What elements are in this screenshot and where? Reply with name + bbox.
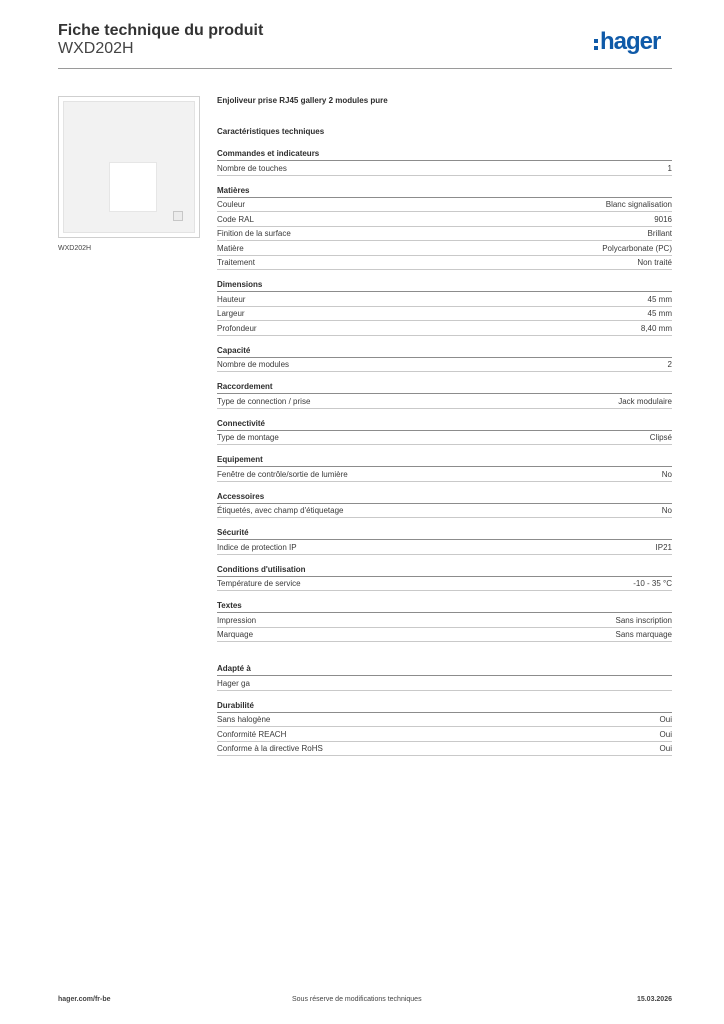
- spec-value: 8,40 mm: [640, 323, 672, 333]
- spec-value: Brillant: [647, 229, 672, 238]
- brand-logo: [594, 28, 660, 56]
- spec-row: [217, 241, 672, 256]
- spec-value: 9016: [654, 214, 672, 224]
- spec-heading: Caractéristiques techniques: [217, 127, 325, 136]
- spec-value: No: [661, 469, 672, 479]
- spec-label: Type de connection / prise: [217, 396, 311, 406]
- group-title: Durabilité: [217, 700, 672, 713]
- footer-disclaimer: Sous réserve de modifications techniques: [292, 996, 422, 1003]
- spec-row: [217, 613, 672, 628]
- spec-row: [217, 676, 672, 691]
- brand-name: hager: [600, 28, 661, 55]
- spec-group-connectivity: [217, 418, 672, 446]
- spec-row: [217, 504, 672, 519]
- spec-label: Largeur: [217, 309, 245, 318]
- spec-label: Fenêtre de contrôle/sortie de lumière: [217, 469, 348, 479]
- group-title: Connectivité: [217, 418, 672, 431]
- spec-label: Couleur: [217, 200, 246, 209]
- spec-label: Hager ga: [217, 678, 250, 688]
- spec-value: IP21: [655, 542, 672, 552]
- spec-row: [217, 628, 672, 643]
- spec-label: Nombre de modules: [217, 360, 290, 369]
- spec-value: Oui: [659, 729, 672, 739]
- group-title: Conditions d'utilisation: [217, 564, 672, 577]
- spec-value: 1: [667, 163, 672, 173]
- spec-group-capacity: [217, 345, 672, 373]
- header-divider: [58, 68, 672, 69]
- spec-group-commands: [217, 148, 672, 176]
- spec-row: [217, 161, 672, 176]
- spec-row: [217, 307, 672, 322]
- spec-group-durability: [217, 700, 672, 757]
- group-title: Adapté à: [217, 663, 672, 676]
- cover-plate-illustration: [63, 101, 195, 233]
- spec-value: Sans marquage: [615, 630, 672, 639]
- footer-date: 15.03.2026: [636, 996, 672, 1003]
- spec-label: Étiquetés, avec champ d'étiquetage: [217, 506, 344, 515]
- spec-group-equipment: [217, 454, 672, 482]
- spec-label: Code RAL: [217, 214, 254, 224]
- group-title: Capacité: [217, 345, 672, 358]
- spec-row: [217, 321, 672, 336]
- label-field-icon: [173, 211, 183, 221]
- spec-row: [217, 358, 672, 373]
- spec-row: [217, 467, 672, 482]
- spec-row: [217, 212, 672, 227]
- spec-row: [217, 540, 672, 555]
- spec-row: [217, 394, 672, 409]
- spec-label: Nombre de touches: [217, 163, 287, 173]
- product-image: [58, 96, 200, 238]
- spec-group-connection: [217, 381, 672, 409]
- spec-value: Polycarbonate (PC): [602, 243, 672, 253]
- spec-label: Marquage: [217, 630, 254, 639]
- spec-row: [217, 256, 672, 271]
- spec-group-conditions: [217, 564, 672, 592]
- group-title: Matières: [217, 185, 672, 198]
- spec-group-texts: [217, 600, 672, 642]
- spec-value: 45 mm: [647, 309, 672, 318]
- spec-value: Oui: [659, 744, 672, 753]
- spec-label: Finition de la surface: [217, 229, 291, 238]
- spec-value: No: [661, 506, 672, 515]
- spec-row: [217, 227, 672, 242]
- spec-value: Sans inscription: [615, 615, 672, 625]
- spec-value: -10 - 35 °C: [633, 579, 672, 588]
- spec-row: [217, 292, 672, 307]
- product-name: Enjoliveur prise RJ45 gallery 2 modules pure: [217, 96, 388, 105]
- spec-value: 45 mm: [647, 294, 672, 304]
- spec-row: [217, 431, 672, 446]
- spec-value: Clipsé: [649, 433, 672, 442]
- spec-row: [217, 198, 672, 213]
- spec-label: Impression: [217, 615, 257, 625]
- spec-group-adapted: [217, 663, 672, 691]
- spec-value: Jack modulaire: [618, 396, 672, 406]
- spec-label: Conformité REACH: [217, 729, 287, 739]
- spec-group-accessories: [217, 491, 672, 519]
- spec-label: Température de service: [217, 579, 301, 588]
- rj45-opening: [109, 162, 157, 212]
- spec-group-materials: [217, 185, 672, 271]
- spec-label: Indice de protection IP: [217, 542, 297, 552]
- product-code: WXD202H: [58, 40, 134, 57]
- spec-label: Hauteur: [217, 294, 246, 304]
- group-title: Commandes et indicateurs: [217, 148, 672, 161]
- group-title: Sécurité: [217, 527, 672, 540]
- group-title: Accessoires: [217, 491, 672, 504]
- spec-label: Conforme à la directive RoHS: [217, 744, 323, 753]
- group-title: Raccordement: [217, 381, 672, 394]
- spec-row: [217, 727, 672, 742]
- spec-label: Traitement: [217, 258, 255, 267]
- spec-row: [217, 742, 672, 757]
- group-title: Dimensions: [217, 279, 672, 292]
- spec-group-safety: [217, 527, 672, 555]
- footer-website-link[interactable]: hager.com/fr-be: [58, 996, 111, 1003]
- spec-value: 2: [667, 360, 672, 369]
- spec-value: Oui: [659, 715, 672, 724]
- spec-value: Blanc signalisation: [605, 200, 672, 209]
- image-caption: WXD202H: [58, 245, 92, 252]
- group-title: Textes: [217, 600, 672, 613]
- spec-label: Matière: [217, 243, 244, 253]
- page-title: Fiche technique du produit: [58, 22, 264, 39]
- spec-label: Type de montage: [217, 433, 279, 442]
- spec-section: [217, 95, 672, 756]
- spec-label: Sans halogène: [217, 715, 271, 724]
- group-title: Equipement: [217, 454, 672, 467]
- spec-group-dimensions: [217, 279, 672, 336]
- spec-label: Profondeur: [217, 323, 257, 333]
- logo-dots-icon: [594, 39, 598, 50]
- spec-row: [217, 713, 672, 728]
- spec-value: Non traité: [637, 258, 672, 267]
- spec-row: [217, 577, 672, 592]
